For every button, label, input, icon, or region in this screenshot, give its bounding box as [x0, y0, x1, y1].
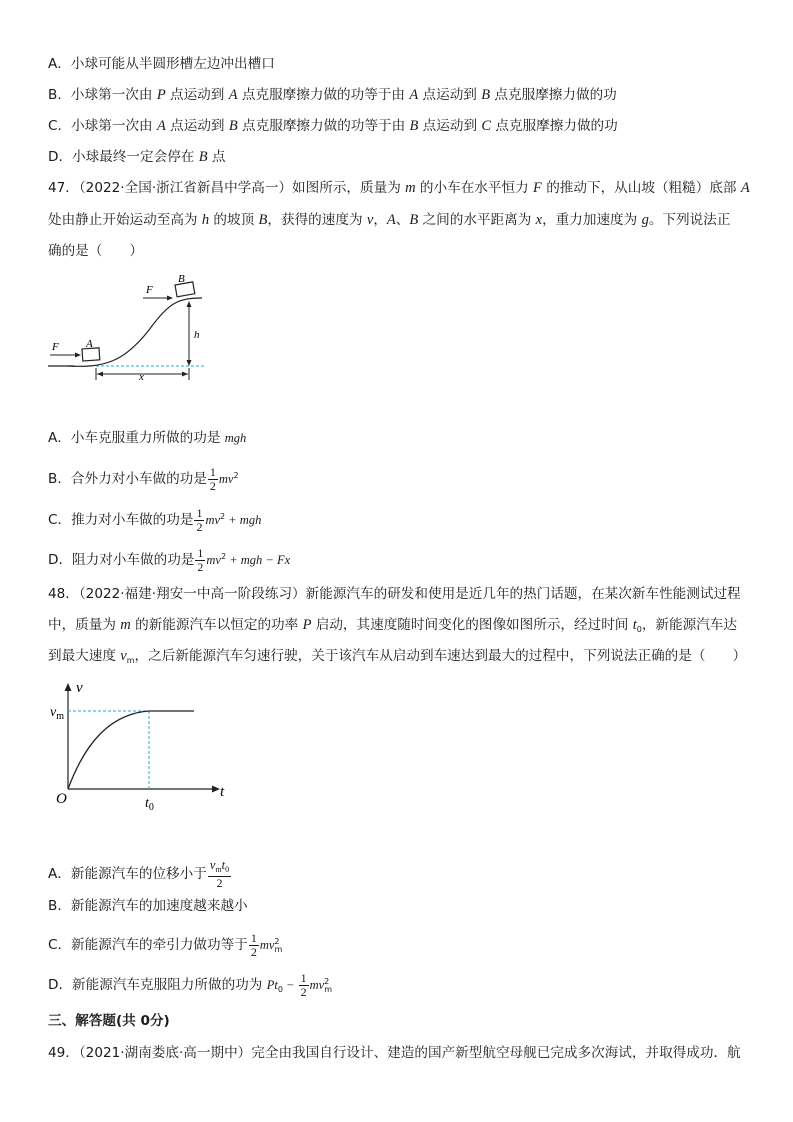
q46-option-c: C．小球第一次由 A 点运动到 B 点克服摩擦力做的功等于由 B 点运动到 C 点克服摩擦力做的功 [48, 118, 618, 134]
q48-option-b: B．新能源汽车的加速度越来越小 [48, 898, 248, 914]
label-vm: $v_m$ [50, 705, 64, 722]
label-f-bottom: F [52, 341, 59, 353]
q49-stem-line1: 49．（2021·湖南娄底·高一期中）完全由我国自行设计、建造的国产新型航空母舰已完成多次海试，并取得成功．航 [48, 1045, 741, 1061]
frac-half: $\frac{1}{2}$ [209, 464, 216, 493]
q47-option-b: B．合外力对小车做的功是 $\frac{1}{2}$ $mv^2$ [48, 464, 239, 493]
label-t-axis: t [220, 784, 225, 800]
q47-option-a: A．小车克服重力所做的功是 mgh [48, 430, 247, 446]
label-f-top: F [146, 284, 153, 296]
q46-option-d: D．小球最终一定会停在 B 点 [48, 149, 226, 165]
label-v-axis: v [76, 680, 83, 696]
frac-half: $\frac{1}{2}$ [196, 505, 203, 534]
v-axis-arrow [65, 683, 72, 691]
velocity-curve [68, 711, 194, 789]
q47-stem-line1: 47．（2022·全国·浙江省新昌中学高一）如图所示，质量为 m 的小车在水平恒力 F 的推动下，从山坡（粗糙）底部 A [48, 180, 750, 196]
q48-option-d: D．新能源汽车克服阻力所做的功为 $Pt_0$ − $\frac{1}{2}$ $mv^2_m$ [48, 970, 333, 999]
label-b: B [178, 273, 185, 285]
q48-option-a: A．新能源汽车的位移小于 $\frac{v_mt_0}{2}$ [48, 857, 230, 890]
section-heading-answer-questions: 三、解答题(共 0分) [48, 1013, 170, 1029]
label-origin: O [56, 791, 67, 807]
frac-half: $\frac{1}{2}$ [300, 970, 307, 999]
label-t0: $t_0$ [145, 796, 154, 813]
x-arrow-left [97, 372, 103, 377]
t-axis-arrow [212, 786, 220, 793]
x-arrow-right [182, 372, 188, 377]
q46-option-b: B．小球第一次由 P 点运动到 A 点克服摩擦力做的功等于由 A 点运动到 B 点克服摩擦力做的功 [48, 87, 617, 103]
q47-option-d: D．阻力对小车做的功是 $\frac{1}{2}$ $mv^2$ + mgh − Fx [48, 545, 291, 574]
frac-half: $\frac{1}{2}$ [250, 930, 257, 959]
q47-stem-line2: 处由静止开始运动至高为 h 的坡顶 B，获得的速度为 v，A、B 之间的水平距离为 x，重力加速度为 g。下列说法正 [48, 212, 731, 228]
q47-stem-line3: 确的是（ ） [48, 243, 144, 259]
q48-stem-line3: 到最大速度 $v_m$，之后新能源汽车匀速行驶，关于该汽车从启动到车速达到最大的过程中，下列说法正确的是（ ） [48, 648, 747, 665]
frac-half: $\frac{1}{2}$ [197, 545, 204, 574]
height-arrow-bottom [187, 360, 192, 366]
frac-vm-t0-over-2: $\frac{v_mt_0}{2}$ [209, 857, 230, 890]
label-a: A [86, 338, 93, 350]
q48-stem-line2: 中，质量为 m 的新能源汽车以恒定的功率 P 启动，其速度随时间变化的图像如图所示，经过时间 $t_0$，新能源汽车达 [48, 617, 737, 634]
q48-vt-graph [46, 676, 236, 836]
label-h: h [194, 329, 200, 341]
force-arrow-top-head [167, 296, 173, 301]
q48-option-c: C．新能源汽车的牵引力做功等于 $\frac{1}{2}$ $mv^2_m$ [48, 930, 283, 959]
q47-option-c: C．推力对小车做的功是 $\frac{1}{2}$ $mv^2$ + mgh [48, 505, 262, 534]
force-arrow-bottom-head [75, 353, 81, 358]
q48-stem-line1: 48．（2022·福建·翔安一中高一阶段练习）新能源汽车的研发和使用是近几年的热门话题，在某次新车性能测试过程 [48, 586, 741, 602]
q47-hill-figure [44, 268, 214, 384]
label-x: x [139, 371, 144, 383]
height-arrow-top [187, 301, 192, 307]
q46-option-a: A．小球可能从半圆形槽左边冲出槽口 [48, 56, 275, 72]
